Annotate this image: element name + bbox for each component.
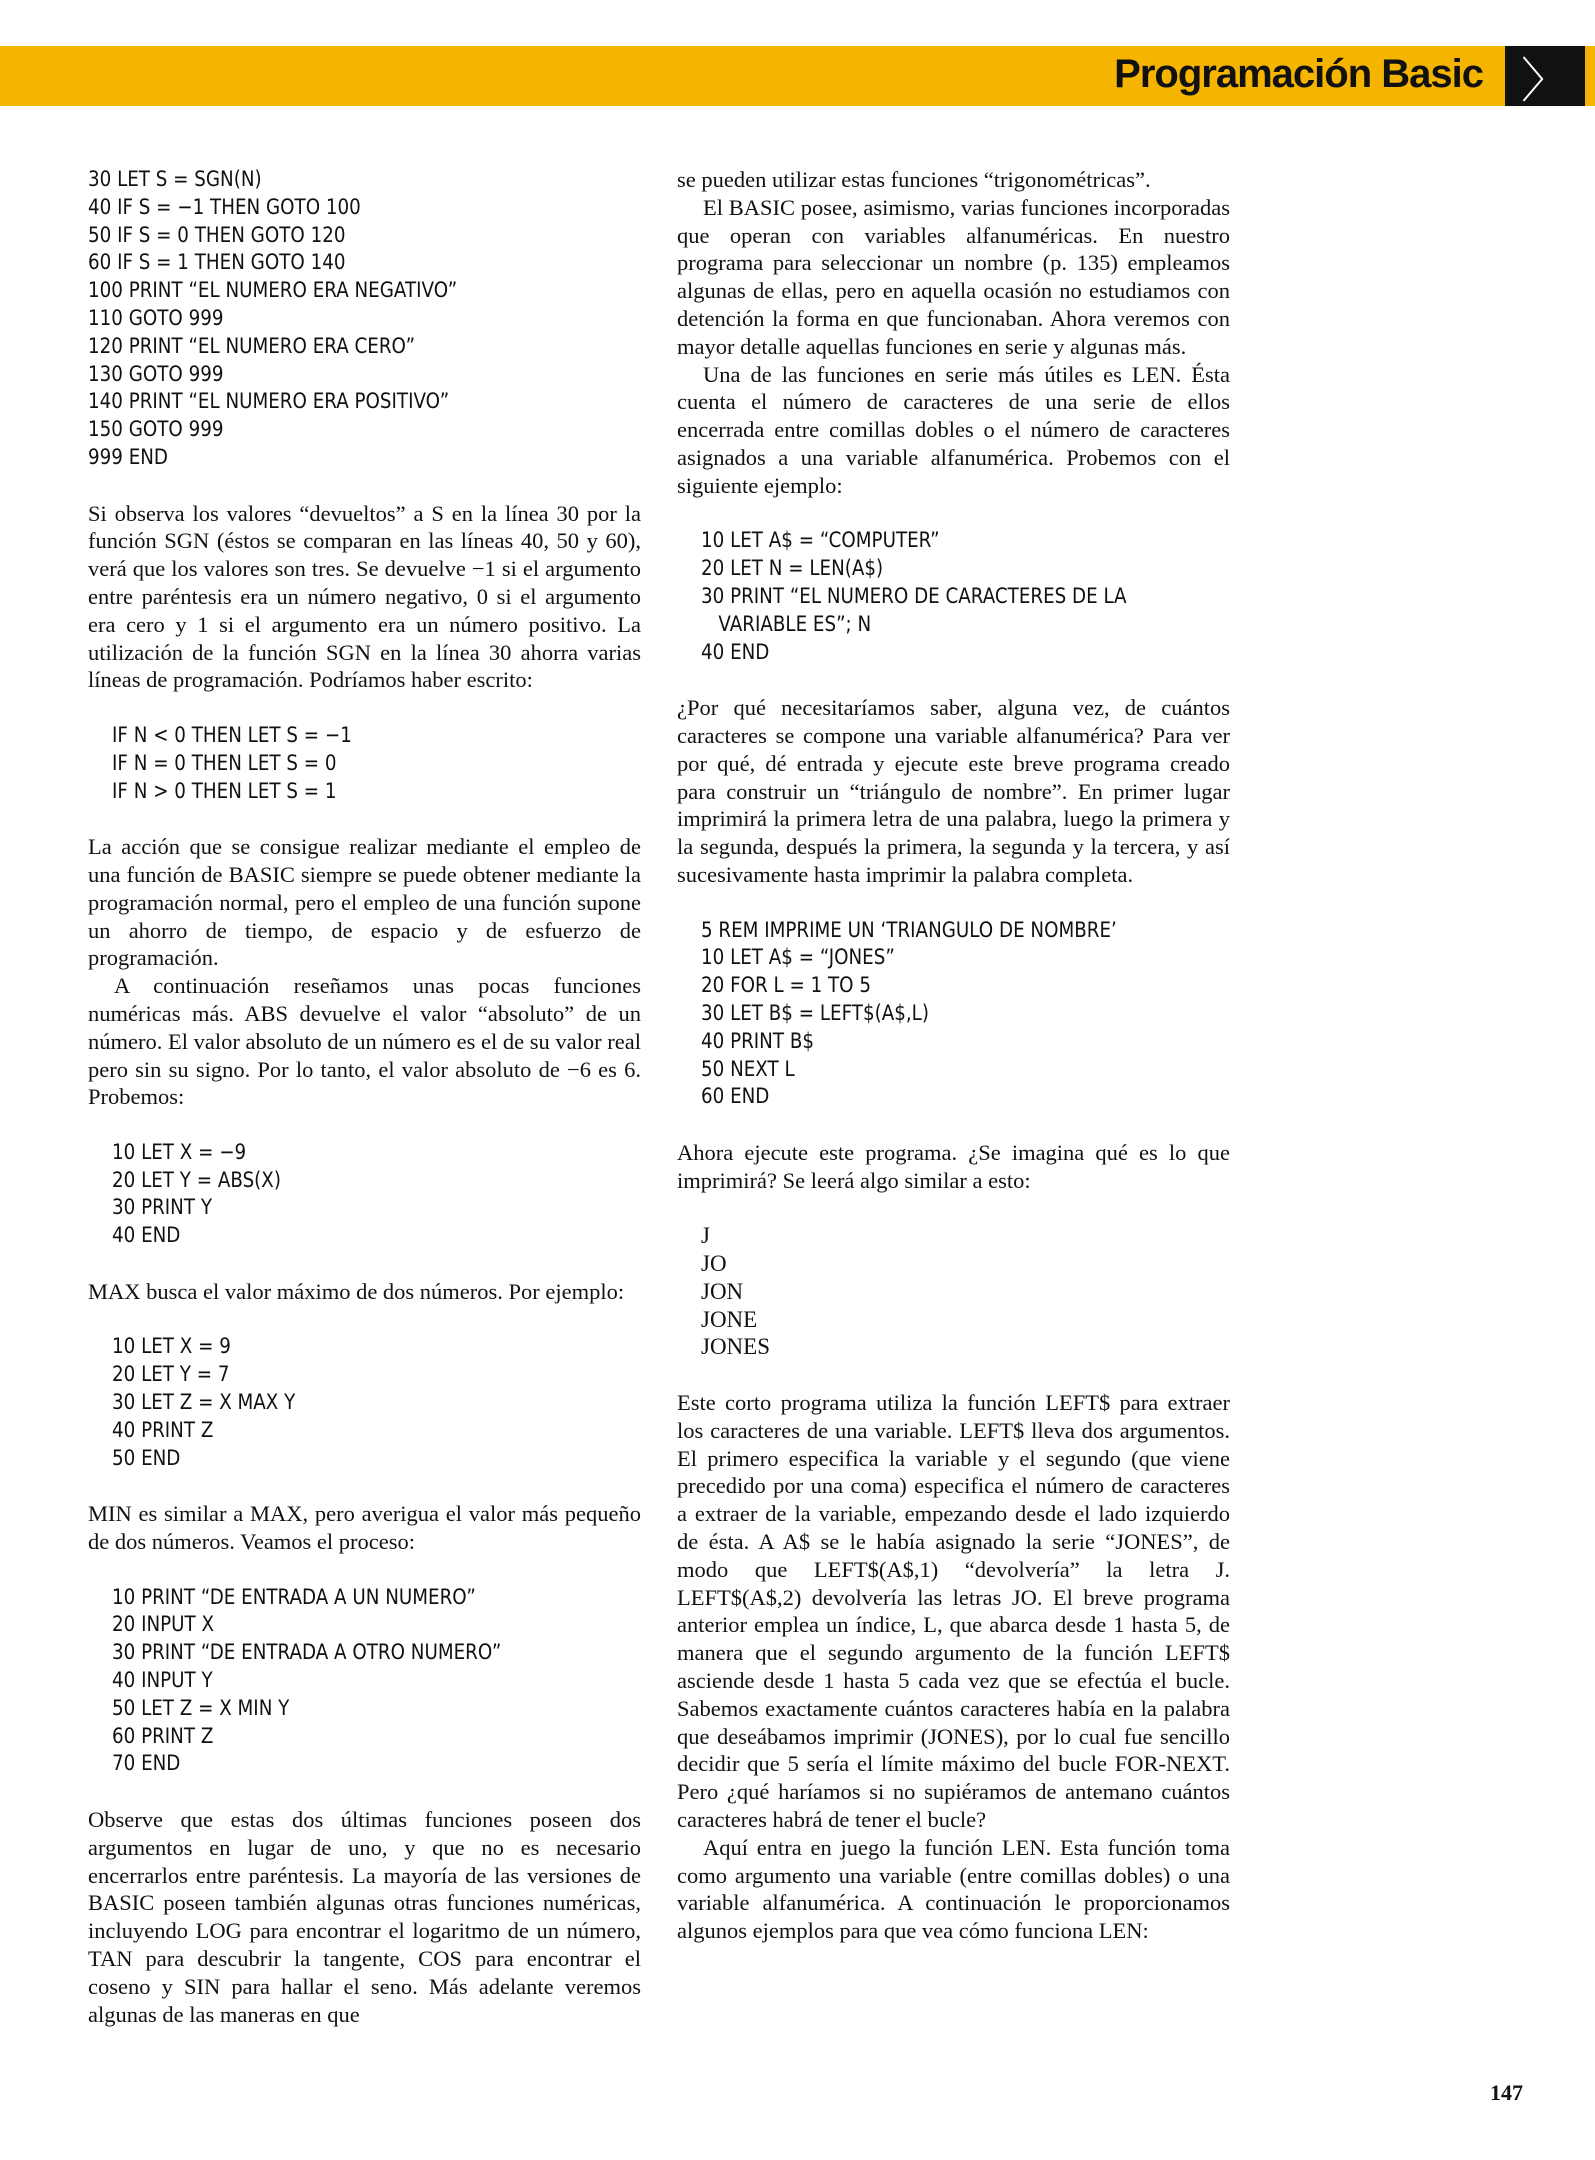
paragraph-max: MAX busca el valor máximo de dos números. Por ejemplo:: [88, 1278, 625, 1304]
code-line: JO: [701, 1251, 727, 1277]
code-line: 20 LET Y = ABS(X): [112, 1167, 281, 1193]
code-line: 40 END: [701, 639, 770, 665]
paragraph-sgn: Si observa los valores “devueltos” a S en la línea 30 por la función SGN (éstos se comparan en las líneas 40, 50 y 60), verá que los valores son tres. Se devuelve −1 si el argumento entre paréntesis era un número negativo, 0 si el argumento era cero y 1 si el argumento era un número positivo. La utilización de la función SGN en la línea 30 ahorra varias líneas de programación. Podríamos haber escrito:: [88, 500, 641, 693]
code-line: 100 PRINT “EL NUMERO ERA NEGATIVO”: [88, 278, 458, 304]
code-line: 50 IF S = 0 THEN GOTO 120: [88, 222, 346, 248]
code-line: 60 PRINT Z: [112, 1723, 214, 1749]
code-line: 20 LET Y = 7: [112, 1362, 230, 1388]
code-min: [112, 1584, 562, 1779]
paragraph-strfuncs: El BASIC posee, asimismo, varias funciones incorporadas que operan con variables alfanuméricas. En nuestro programa para seleccionar un nombre (p. 135) empleamos algunas de ellas, pero en aquella ocasión no estudiamos con detención la forma en que funcionaban. Ahora veremos con mayor detalle aquellas funciones en serie y algunas más.: [677, 194, 1230, 359]
paragraph-lenuse: Aquí entra en juego la función LEN. Esta función toma como argumento una variable (entre comillas dobles) o una variable alfanumérica. A continuación le proporcionamos algunos ejemplos para que vea cómo funciona LEN:: [677, 1834, 1230, 1944]
code-abs: [112, 1139, 562, 1250]
code-line: 130 GOTO 999: [88, 361, 224, 387]
code-line: 20 LET N = LEN(A$): [701, 556, 884, 582]
code-line: J: [701, 1223, 710, 1249]
code-line: JON: [701, 1278, 744, 1304]
paragraph-observe: Observe que estas dos últimas funciones poseen dos argumentos en lugar de uno, y que no es necesario encerrarlos entre paréntesis. La mayoría de las versiones de BASIC poseen también algunas otras funciones numéricas, incluyendo LOG para encontrar el logaritmo de un número, TAN para descubrir la tangente, COS para encontrar el coseno y SIN para hallar el seno. Más adelante veremos algunas de las maneras en que: [88, 1807, 641, 2027]
next-page-button[interactable]: [1505, 46, 1585, 109]
code-line: 10 LET X = 9: [112, 1334, 231, 1360]
section-title: Programación Basic: [1114, 52, 1483, 96]
code-line: 40 PRINT B$: [701, 1028, 814, 1054]
left-column: [88, 166, 641, 2028]
code-line: 10 PRINT “DE ENTRADA A UN NUMERO”: [112, 1584, 476, 1610]
code-line: 120 PRINT “EL NUMERO ERA CERO”: [88, 333, 416, 359]
code-line: 30 LET Z = X MAX Y: [112, 1390, 296, 1416]
page-number: 147: [1490, 2080, 1523, 2105]
code-line: 110 GOTO 999: [88, 305, 224, 331]
paragraph-why: ¿Por qué necesitaríamos saber, alguna vez, de cuántos caracteres se compone una variable alfanumérica? Para ver por qué, dé entrada y ejecute este breve programa creado para construir un “triángulo de nombre”. En primer lugar imprimirá la primera letra de una palabra, luego la primera y la segunda, después la primera, la segunda y la tercera, y así sucesivamente hasta imprimir la palabra completa.: [677, 695, 1230, 887]
code-line: 40 PRINT Z: [112, 1417, 214, 1443]
code-line: 40 INPUT Y: [112, 1668, 213, 1694]
code-line: 30 LET B$ = LEFT$(A$,L): [701, 1000, 929, 1026]
code-line: 10 LET X = −9: [112, 1139, 247, 1165]
paragraph-run: Ahora ejecute este programa. ¿Se imagina qué es lo que imprimirá? Se leerá algo similar a esto:: [677, 1139, 1230, 1193]
paragraph-min: MIN es similar a MAX, pero averigua el valor más pequeño de dos números. Veamos el proceso:: [88, 1501, 641, 1555]
code-if: [112, 722, 562, 805]
code-line: 20 INPUT X: [112, 1612, 215, 1638]
code-line: 50 NEXT L: [701, 1056, 795, 1082]
code-line: 40 END: [112, 1223, 181, 1249]
code-line: 30 PRINT “DE ENTRADA A OTRO NUMERO”: [112, 1640, 502, 1666]
code-line: 5 REM IMPRIME UN ‘TRIANGULO DE NOMBRE’: [701, 917, 1117, 943]
program-output: [701, 1222, 1230, 1361]
code-line: JONE: [701, 1306, 758, 1332]
code-line: 10 LET A$ = “COMPUTER”: [701, 528, 940, 554]
code-line: 30 PRINT “EL NUMERO DE CARACTERES DE LA: [701, 583, 1127, 609]
paragraph-cont: se pueden utilizar estas funciones “trigonométricas”.: [677, 167, 1151, 192]
code-line: JONES: [701, 1334, 771, 1360]
code-line: 30 LET S = SGN(N): [88, 167, 262, 192]
code-line: 10 LET A$ = “JONES”: [701, 945, 895, 971]
code-line: 150 GOTO 999: [88, 417, 224, 443]
right-column: [677, 166, 1230, 1945]
code-line: IF N = 0 THEN LET S = 0: [112, 750, 337, 776]
paragraph-left: Este corto programa utiliza la función LEFT$ para extraer los caracteres de una variable. LEFT$ lleva dos argumentos. El primero especifica la variable y el segundo (que viene precedido por una coma) especifica el número de caracteres a extraer de la variable, empezando desde el lado izquierdo de ésta. A A$ se le había asignado la serie “JONES”, de modo que LEFT$(A$,1) “devolvería” la letra J. LEFT$(A$,2) devolvería las letras JO. El breve programa anterior emplea un índice, L, que abarca desde 1 hasta 5, de manera que el segundo argumento de la función LEFT$ asciende desde 1 hasta 5 cada vez que se efectúa el bucle. Sabemos exactamente cuántos caracteres había en la palabra que deseábamos imprimir (JONES), por lo cual fue sencillo decidir que 5 sería el límite máximo del bucle FOR-NEXT. Pero ¿qué haríamos si no supiéramos de antemano cuántos caracteres habrá de tener el bucle?: [677, 1390, 1230, 1833]
code-sgn: [88, 166, 558, 472]
paragraph-len: Una de las funciones en serie más útiles es LEN. Ésta cuenta el número de caracteres de una serie de ellos encerrada entre comillas dobles o el número de caracteres asignados a una variable alfanumérica. Probemos con el siguiente ejemplo:: [677, 361, 1230, 498]
code-line: 140 PRINT “EL NUMERO ERA POSITIVO”: [88, 389, 450, 415]
paragraph-action: La acción que se consigue realizar mediante el empleo de una función de BASIC siempre se puede obtener mediante la programación normal, pero el empleo de una función supone un ahorro de tiempo, de espacio y de esfuerzo de programación.: [88, 834, 641, 971]
code-line: 70 END: [112, 1751, 181, 1777]
code-line: IF N > 0 THEN LET S = 1: [112, 778, 337, 804]
paragraph-abs: A continuación reseñamos unas pocas funciones numéricas más. ABS devuelve el valor “absoluto” de un número. El valor absoluto de un número es el de su valor real pero sin su signo. Por lo tanto, el valor absoluto de −6 es 6. Probemos:: [88, 973, 641, 1110]
code-line: 999 END: [88, 444, 168, 470]
code-len: [701, 527, 1151, 666]
code-line: 60 END: [701, 1084, 770, 1110]
chevron-right-icon: 〉: [1520, 52, 1569, 109]
code-line: 60 IF S = 1 THEN GOTO 140: [88, 250, 346, 276]
code-line: 20 FOR L = 1 TO 5: [701, 973, 871, 999]
code-line: 50 END: [112, 1445, 181, 1471]
code-line: IF N < 0 THEN LET S = −1: [112, 722, 352, 748]
code-triangle: [701, 917, 1151, 1112]
code-max: [112, 1333, 562, 1472]
code-line: 50 LET Z = X MIN Y: [112, 1695, 290, 1721]
code-line: 30 PRINT Y: [112, 1195, 212, 1221]
code-line: VARIABLE ES”; N: [701, 611, 872, 637]
code-line: 40 IF S = −1 THEN GOTO 100: [88, 194, 361, 220]
